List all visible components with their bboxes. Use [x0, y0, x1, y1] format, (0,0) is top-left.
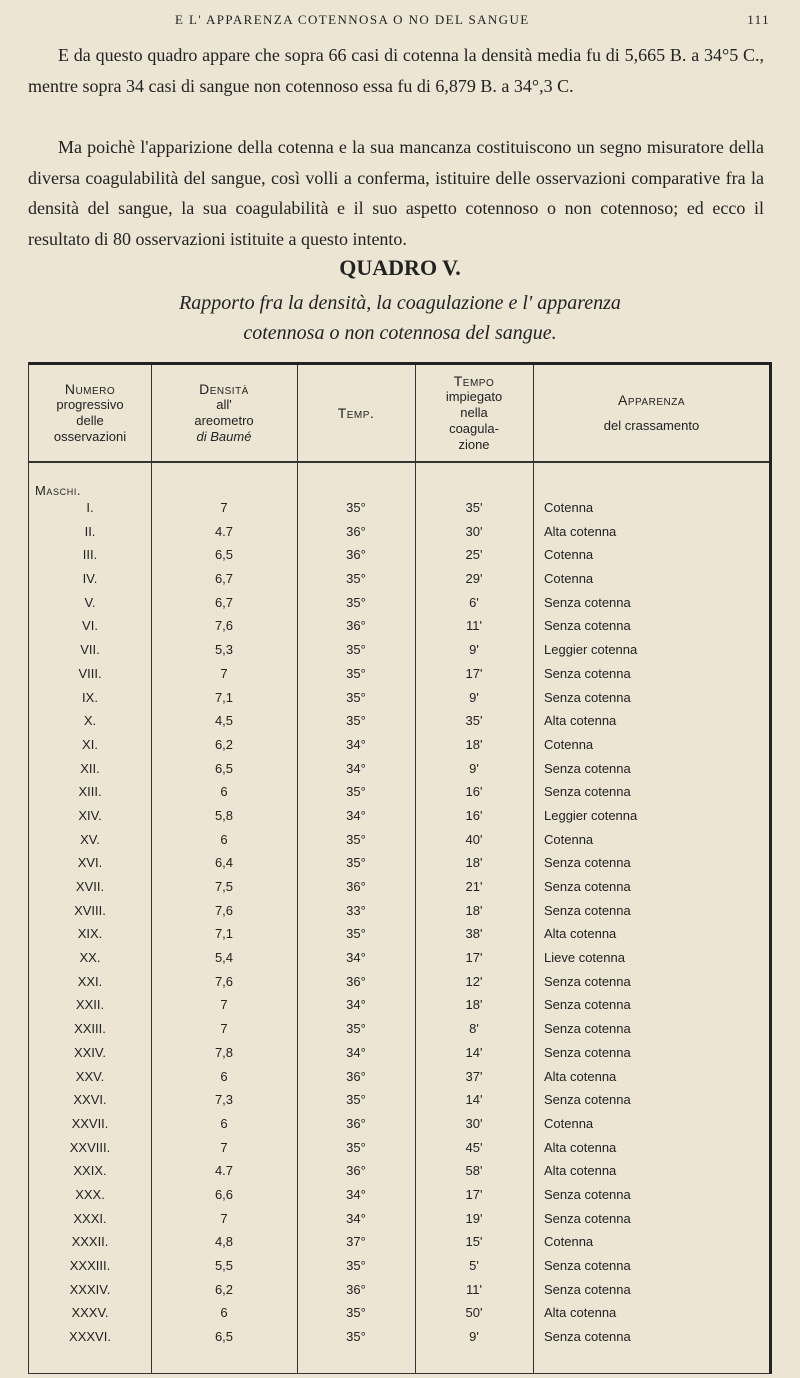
cell-temperature: 36°	[346, 618, 366, 634]
cell-observation-number: XXI.	[77, 973, 103, 989]
cell-observation-number: XXXIII.	[69, 1258, 111, 1273]
cell-observation-number: XXVI.	[73, 1092, 107, 1108]
cell-observation-number: XII.	[80, 760, 100, 776]
cell-temperature: 37°	[346, 1234, 366, 1250]
cell-density: 7,8	[214, 1044, 234, 1060]
cell-temperature: 35°	[346, 831, 366, 847]
cell-temperature: 35°	[346, 1329, 366, 1345]
cell-temperature: 36°	[346, 879, 366, 894]
cell-coagulation-time: 21'	[465, 879, 483, 894]
cell-observation-number: XXIX.	[73, 1163, 107, 1179]
cell-appearance: Senza cotenna	[544, 1092, 631, 1108]
cell-appearance: Senza cotenna	[544, 855, 631, 871]
cell-temperature: 35°	[346, 500, 366, 515]
table-row	[29, 923, 769, 947]
cell-temperature: 35°	[346, 1139, 366, 1155]
cell-appearance: Senza cotenna	[544, 1329, 631, 1345]
header-text: del crassamento	[603, 418, 700, 433]
header-text: zione	[458, 437, 490, 452]
cell-temperature: 35°	[346, 665, 366, 681]
cell-coagulation-time: 29'	[465, 571, 483, 587]
cell-temperature: 34°	[346, 997, 366, 1013]
table-row	[29, 1066, 769, 1090]
cell-appearance: Senza cotenna	[544, 665, 631, 681]
table-row	[29, 1137, 769, 1161]
cell-appearance: Cotenna	[544, 500, 594, 515]
cell-appearance: Leggier cotenna	[544, 642, 638, 658]
cell-observation-number: XXX.	[75, 1186, 105, 1202]
cell-observation-number: XIII.	[78, 784, 102, 800]
table-row	[29, 1326, 769, 1350]
cell-observation-number: IV.	[82, 571, 98, 587]
cell-observation-number: XXXVI.	[69, 1329, 111, 1345]
header-text: di Baumé	[196, 429, 252, 444]
cell-coagulation-time: 35'	[465, 500, 483, 515]
cell-appearance: Alta cotenna	[544, 926, 617, 942]
cell-observation-number: XXVII.	[71, 1115, 109, 1131]
cell-temperature: 35°	[346, 784, 366, 800]
table-row	[29, 1184, 769, 1208]
table-row	[29, 1302, 769, 1326]
paragraph-2-text: Ma poichè l'apparizione della cotenna e la sua mancanza costituiscono un segno misuratore della diversa coagulabilità del sangue, così volli a conferma, istituire delle osservazioni comparative fra la densità del sangue, la sua coagulabilità e il suo aspetto cotennoso o non cotennoso; ed ecco il resultato di 80 osservazioni istituite a questo intento.	[28, 137, 764, 249]
cell-coagulation-time: 11'	[466, 1281, 482, 1297]
cell-density: 4.7	[214, 523, 234, 539]
cell-density: 7	[220, 665, 228, 681]
cell-coagulation-time: 16'	[465, 807, 483, 823]
cell-observation-number: XIV.	[78, 807, 102, 823]
subtitle-line-2: cotennosa o non cotennosa del sangue.	[243, 322, 557, 344]
cell-appearance: Lieve cotenna	[544, 950, 625, 966]
cell-coagulation-time: 9'	[469, 689, 479, 705]
cell-observation-number: XXXIV.	[69, 1281, 111, 1297]
cell-density: 7,5	[214, 879, 234, 894]
header-text: Numero	[64, 381, 116, 397]
cell-density: 6,4	[214, 855, 234, 871]
cell-density: 7	[220, 1210, 228, 1226]
cell-temperature: 35°	[346, 642, 366, 658]
table-row	[29, 734, 769, 758]
cell-coagulation-time: 38'	[465, 926, 483, 942]
cell-temperature: 34°	[346, 1210, 366, 1226]
cell-appearance: Senza cotenna	[544, 594, 631, 610]
cell-observation-number: XXXI.	[73, 1210, 107, 1226]
cell-appearance: Senza cotenna	[544, 973, 631, 989]
header-text: coagula-	[449, 421, 499, 436]
table-row	[29, 521, 769, 545]
table-row	[29, 876, 769, 900]
cell-appearance: Senza cotenna	[544, 618, 631, 634]
cell-density: 6,2	[214, 1281, 234, 1297]
cell-appearance: Leggier cotenna	[544, 807, 638, 823]
cell-observation-number: VII.	[80, 642, 100, 658]
running-head	[0, 8, 800, 30]
header-text: areometro	[194, 413, 254, 428]
table-row	[29, 994, 769, 1018]
cell-temperature: 35°	[346, 689, 366, 705]
table-row	[29, 544, 769, 568]
cell-density: 6,5	[214, 547, 234, 563]
header-text: all'	[216, 397, 232, 412]
cell-density: 7,6	[214, 973, 234, 989]
cell-appearance: Alta cotenna	[544, 523, 617, 539]
cell-density: 6	[220, 831, 228, 847]
cell-temperature: 34°	[346, 1044, 366, 1060]
cell-temperature: 34°	[346, 807, 366, 823]
cell-temperature: 35°	[346, 1305, 366, 1321]
table-row	[29, 781, 769, 805]
cell-appearance: Senza cotenna	[544, 1044, 631, 1060]
cell-observation-number: XXXV.	[71, 1305, 109, 1321]
table-row	[29, 497, 769, 521]
cell-density: 5,3	[214, 642, 234, 658]
table-row	[29, 568, 769, 592]
cell-appearance: Senza cotenna	[544, 1281, 631, 1297]
table-row	[29, 1255, 769, 1279]
table-row	[29, 639, 769, 663]
cell-coagulation-time: 8'	[469, 1021, 479, 1037]
data-table	[28, 362, 772, 1374]
table-row	[29, 829, 769, 853]
cell-coagulation-time: 18'	[465, 855, 483, 871]
cell-density: 7	[220, 997, 228, 1013]
cell-observation-number: XVII.	[75, 879, 105, 894]
cell-coagulation-time: 50'	[465, 1305, 483, 1321]
cell-observation-number: I.	[86, 500, 94, 515]
cell-coagulation-time: 18'	[465, 997, 483, 1013]
table-row	[29, 1231, 769, 1255]
cell-coagulation-time: 17'	[465, 665, 483, 681]
cell-temperature: 36°	[346, 547, 366, 563]
cell-temperature: 36°	[346, 1163, 366, 1179]
table-row	[29, 1113, 769, 1137]
cell-temperature: 35°	[346, 855, 366, 871]
header-text: Densità	[199, 381, 249, 397]
cell-temperature: 35°	[346, 1021, 366, 1037]
table-body	[29, 497, 769, 1350]
cell-density: 7	[220, 1021, 228, 1037]
cell-density: 7,3	[214, 1092, 234, 1108]
cell-density: 7,6	[214, 902, 234, 918]
table-row	[29, 615, 769, 639]
cell-coagulation-time: 11'	[466, 618, 482, 634]
cell-coagulation-time: 5'	[469, 1258, 479, 1273]
cell-density: 7,6	[214, 618, 234, 634]
cell-coagulation-time: 14'	[465, 1092, 483, 1108]
cell-temperature: 35°	[346, 926, 366, 942]
cell-density: 7,1	[214, 926, 234, 942]
cell-density: 6	[220, 1115, 228, 1131]
cell-appearance: Senza cotenna	[544, 1210, 631, 1226]
cell-observation-number: XXV.	[75, 1068, 105, 1084]
header-text: impiegato	[445, 389, 503, 404]
table-row	[29, 1042, 769, 1066]
table-row	[29, 1208, 769, 1232]
cell-observation-number: X.	[83, 713, 97, 729]
cell-observation-number: IX.	[82, 689, 98, 705]
paragraph-1-text: E da questo quadro appare che sopra 66 casi di cotenna la densità media fu di 5,665 B. a 34°5 C., mentre sopra 34 casi di sangue non cotennoso essa fu di 6,879 B. a 34°,3 C.	[28, 45, 764, 96]
cell-appearance: Senza cotenna	[544, 1186, 631, 1202]
cell-temperature: 34°	[346, 1186, 366, 1202]
cell-observation-number: XVIII.	[74, 902, 106, 918]
header-observation-number	[29, 365, 151, 461]
cell-coagulation-time: 15'	[465, 1234, 483, 1250]
cell-observation-number: XXIII.	[74, 1021, 106, 1037]
cell-observation-number: VI.	[82, 618, 98, 634]
cell-observation-number: XIX.	[77, 926, 103, 942]
cell-temperature: 35°	[346, 1092, 366, 1108]
cell-coagulation-time: 14'	[465, 1044, 483, 1060]
cell-observation-number: III.	[82, 547, 98, 563]
cell-density: 6,6	[214, 1186, 234, 1202]
table-row	[29, 687, 769, 711]
cell-density: 6,7	[214, 594, 234, 610]
table-row	[29, 1018, 769, 1042]
cell-appearance: Cotenna	[544, 736, 594, 752]
cell-temperature: 36°	[346, 1068, 366, 1084]
table-row	[29, 710, 769, 734]
cell-density: 7,1	[214, 689, 234, 705]
cell-density: 5,4	[214, 950, 234, 966]
table-row	[29, 758, 769, 782]
cell-coagulation-time: 30'	[465, 1115, 483, 1131]
cell-coagulation-time: 12'	[465, 973, 483, 989]
cell-density: 5,8	[214, 807, 234, 823]
cell-temperature: 35°	[346, 571, 366, 587]
cell-temperature: 33°	[346, 902, 366, 918]
cell-density: 6	[220, 784, 228, 800]
cell-observation-number: XV.	[80, 831, 100, 847]
cell-appearance: Cotenna	[544, 571, 594, 587]
header-text: Tempo	[453, 373, 495, 389]
cell-appearance: Senza cotenna	[544, 689, 631, 705]
cell-coagulation-time: 6'	[469, 594, 479, 610]
cell-appearance: Senza cotenna	[544, 879, 631, 894]
cell-appearance: Senza cotenna	[544, 1021, 631, 1037]
cell-coagulation-time: 40'	[465, 831, 483, 847]
table-row	[29, 971, 769, 995]
table-row	[29, 663, 769, 687]
cell-appearance: Alta cotenna	[544, 1139, 617, 1155]
cell-temperature: 35°	[346, 713, 366, 729]
table-header	[29, 365, 769, 463]
cell-appearance: Senza cotenna	[544, 997, 631, 1013]
cell-density: 6,5	[214, 1329, 234, 1345]
cell-coagulation-time: 9'	[469, 642, 479, 658]
cell-density: 4.7	[214, 1163, 234, 1179]
cell-observation-number: VIII.	[78, 665, 102, 681]
cell-coagulation-time: 17'	[465, 950, 483, 966]
cell-temperature: 34°	[346, 950, 366, 966]
cell-observation-number: II.	[84, 523, 96, 539]
table-row	[29, 852, 769, 876]
header-text: delle	[76, 413, 104, 428]
header-text: osservazioni	[53, 429, 127, 444]
table-row	[29, 1279, 769, 1303]
cell-temperature: 35°	[346, 594, 366, 610]
cell-coagulation-time: 25'	[465, 547, 483, 563]
cell-observation-number: XXII.	[75, 997, 105, 1013]
cell-observation-number: XXIV.	[73, 1044, 107, 1060]
paragraph-density-summary	[28, 40, 764, 101]
table-row	[29, 1160, 769, 1184]
cell-density: 5,5	[214, 1258, 234, 1273]
running-head-title: E L' APPARENZA COTENNOSA O NO DEL SANGUE	[175, 12, 530, 27]
cell-coagulation-time: 19'	[465, 1210, 483, 1226]
cell-coagulation-time: 17'	[465, 1186, 483, 1202]
cell-appearance: Alta cotenna	[544, 713, 617, 729]
table-row	[29, 805, 769, 829]
cell-temperature: 34°	[346, 760, 366, 776]
cell-density: 6,5	[214, 760, 234, 776]
cell-density: 6	[220, 1068, 228, 1084]
cell-observation-number: XX.	[79, 950, 101, 966]
cell-coagulation-time: 30'	[465, 523, 483, 539]
header-coagulation-time	[415, 365, 533, 461]
cell-coagulation-time: 9'	[469, 760, 479, 776]
cell-observation-number: XXXII.	[71, 1234, 109, 1250]
page-number: 111	[747, 12, 770, 27]
cell-appearance: Senza cotenna	[544, 760, 631, 776]
cell-density: 7	[220, 1139, 228, 1155]
cell-temperature: 36°	[346, 523, 366, 539]
header-text: nella	[460, 405, 488, 420]
cell-density: 6,7	[214, 571, 234, 587]
cell-observation-number: XI.	[82, 736, 98, 752]
cell-observation-number: XVI.	[77, 855, 103, 871]
cell-appearance: Alta cotenna	[544, 1163, 617, 1179]
cell-temperature: 35°	[346, 1258, 366, 1273]
header-text: Apparenza	[618, 392, 685, 408]
cell-appearance: Senza cotenna	[544, 784, 631, 800]
cell-appearance: Cotenna	[544, 831, 594, 847]
header-temperature	[297, 365, 415, 461]
section-label-males: Maschi.	[35, 483, 82, 498]
cell-coagulation-time: 45'	[465, 1139, 483, 1155]
cell-appearance: Cotenna	[544, 547, 594, 563]
table-row	[29, 900, 769, 924]
cell-observation-number: V.	[84, 594, 96, 610]
cell-appearance: Senza cotenna	[544, 902, 631, 918]
cell-temperature: 36°	[346, 973, 366, 989]
subtitle-line-1: Rapporto fra la densità, la coagulazione e l' apparenza	[179, 292, 621, 314]
cell-density: 4,8	[214, 1234, 234, 1250]
cell-appearance: Cotenna	[544, 1234, 594, 1250]
cell-coagulation-time: 9'	[469, 1329, 479, 1345]
header-density	[151, 365, 297, 461]
cell-density: 6	[220, 1305, 228, 1321]
table-heading: QUADRO V.	[339, 255, 461, 280]
cell-appearance: Alta cotenna	[544, 1068, 617, 1084]
cell-density: 6,2	[214, 736, 234, 752]
paragraph-method	[28, 132, 764, 254]
cell-temperature: 34°	[346, 736, 366, 752]
header-text: Temp.	[337, 405, 375, 421]
cell-coagulation-time: 37'	[465, 1068, 483, 1084]
cell-observation-number: XXVIII.	[69, 1139, 111, 1155]
table-subtitle	[0, 288, 800, 348]
header-text: progressivo	[56, 397, 124, 412]
header-appearance	[533, 365, 770, 461]
cell-density: 7	[220, 500, 228, 515]
cell-appearance: Alta cotenna	[544, 1305, 617, 1321]
cell-coagulation-time: 58'	[465, 1163, 483, 1179]
cell-temperature: 36°	[346, 1281, 366, 1297]
table-row	[29, 1089, 769, 1113]
cell-coagulation-time: 16'	[465, 784, 483, 800]
cell-appearance: Senza cotenna	[544, 1258, 631, 1273]
cell-appearance: Cotenna	[544, 1115, 594, 1131]
cell-density: 4,5	[214, 713, 234, 729]
cell-coagulation-time: 18'	[465, 736, 483, 752]
table-row	[29, 947, 769, 971]
cell-coagulation-time: 18'	[465, 902, 483, 918]
table-row	[29, 592, 769, 616]
cell-coagulation-time: 35'	[465, 713, 483, 729]
cell-temperature: 36°	[346, 1115, 366, 1131]
